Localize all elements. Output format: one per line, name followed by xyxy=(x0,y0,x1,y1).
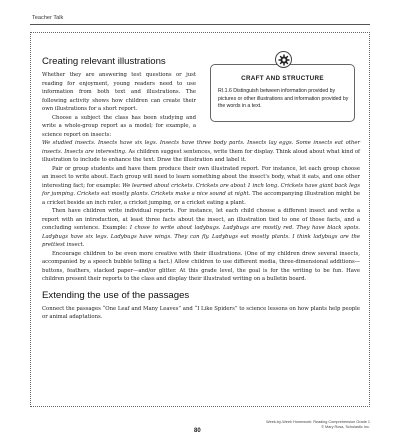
quote-insects: We studied insects. Insects have six legs. Insects have three body parts. Insects lay eggs. Some insects eat other insects. Insects are interesting. xyxy=(42,140,360,155)
craft-structure-title: CRAFT AND STRUCTURE xyxy=(241,75,324,82)
paragraph-extending: Connect the passages “One Leaf and Many Leaves” and “I Like Spiders” to science lessons on how plants help people or animal adaptations. xyxy=(42,305,360,320)
paragraph-individual-start: Then have children write individual reports. For instance, let each child choose a different insect and write a report with an introduction, at least three facts about the insect, an illustration tied to one of those facts, and a concluding sentence. Example: xyxy=(42,208,360,231)
footer-credit-line1: Week-by-Week Homework: Reading Comprehension Grade 1 xyxy=(266,420,370,424)
footer-credit xyxy=(266,420,370,430)
paragraph-group-end: The accompanying illustration might be a cricket beside an inch ruler, a cricket jumping, or a cricket eating a plant. xyxy=(42,191,360,206)
page-number: 80 xyxy=(194,428,201,434)
header-rule xyxy=(30,24,370,25)
paragraph-group-start: Pair or group students and have them produce their own illustrated report. For instance, let each group choose an insect to write about. Each group will need to learn something about the insect's body, what it eats, and one other interesting fact; for example: xyxy=(42,165,360,189)
paragraph-model-end: As children suggest sentences, write them for display. Think aloud about what kind of illustration to include to enhance the text. Draw the illustration and label it. xyxy=(42,148,360,163)
paragraph-individual-report xyxy=(42,207,360,250)
quote-crickets: We learned about crickets. Crickets are about 1 inch long. Crickets have giant back legs for jumping. Crickets eat mostly plants. Crickets make a nice sound at night. xyxy=(42,182,361,197)
paragraph-intro: Whether they are answering test questions or just reading for enjoyment, young readers need to use information from both text and illustrations. The following activity shows how children can create their own illustrations for a short report. xyxy=(42,72,196,112)
header-label: Teacher Talk xyxy=(32,15,64,21)
paragraph-model-report xyxy=(42,114,360,165)
craft-structure-text: RI.1.6 Distinguish between information provided by pictures or other illustrations and information provided by the words in a text. xyxy=(218,88,349,110)
paragraph-model-start: Choose a subject the class has been studying and write a whole-group report as a model; for example, a science report on insects: xyxy=(42,114,196,138)
quote-ladybugs: I chose to write about ladybugs. Ladybugs are mostly red. They have black spots. Ladybugs have six legs. Ladybugs have wings. They can fly. Ladybugs eat mostly plants. I think ladybugs are the prettiest insect. xyxy=(42,225,360,248)
section-heading-illustrations: Creating relevant illustrations xyxy=(42,56,166,67)
paragraph-creative: Encourage children to be even more creative with their illustrations. (One of my children drew several insects, accompanied by a speech bubble telling a fact.) Allow children to use different media, three-dimensional additions—buttons, feathers, stacked paper—and/or glitter. At this grade level, the goal is for the writing to be fun. Have children present their reports to the class and display their illustrated writing on a bulletin board. xyxy=(42,250,360,282)
footer-credit-line2: © Mary Rosa, Scholastic Inc. xyxy=(321,425,370,429)
paragraph-group-report xyxy=(42,165,360,208)
section-heading-extending: Extending the use of the passages xyxy=(42,289,190,301)
main-content xyxy=(42,56,360,322)
